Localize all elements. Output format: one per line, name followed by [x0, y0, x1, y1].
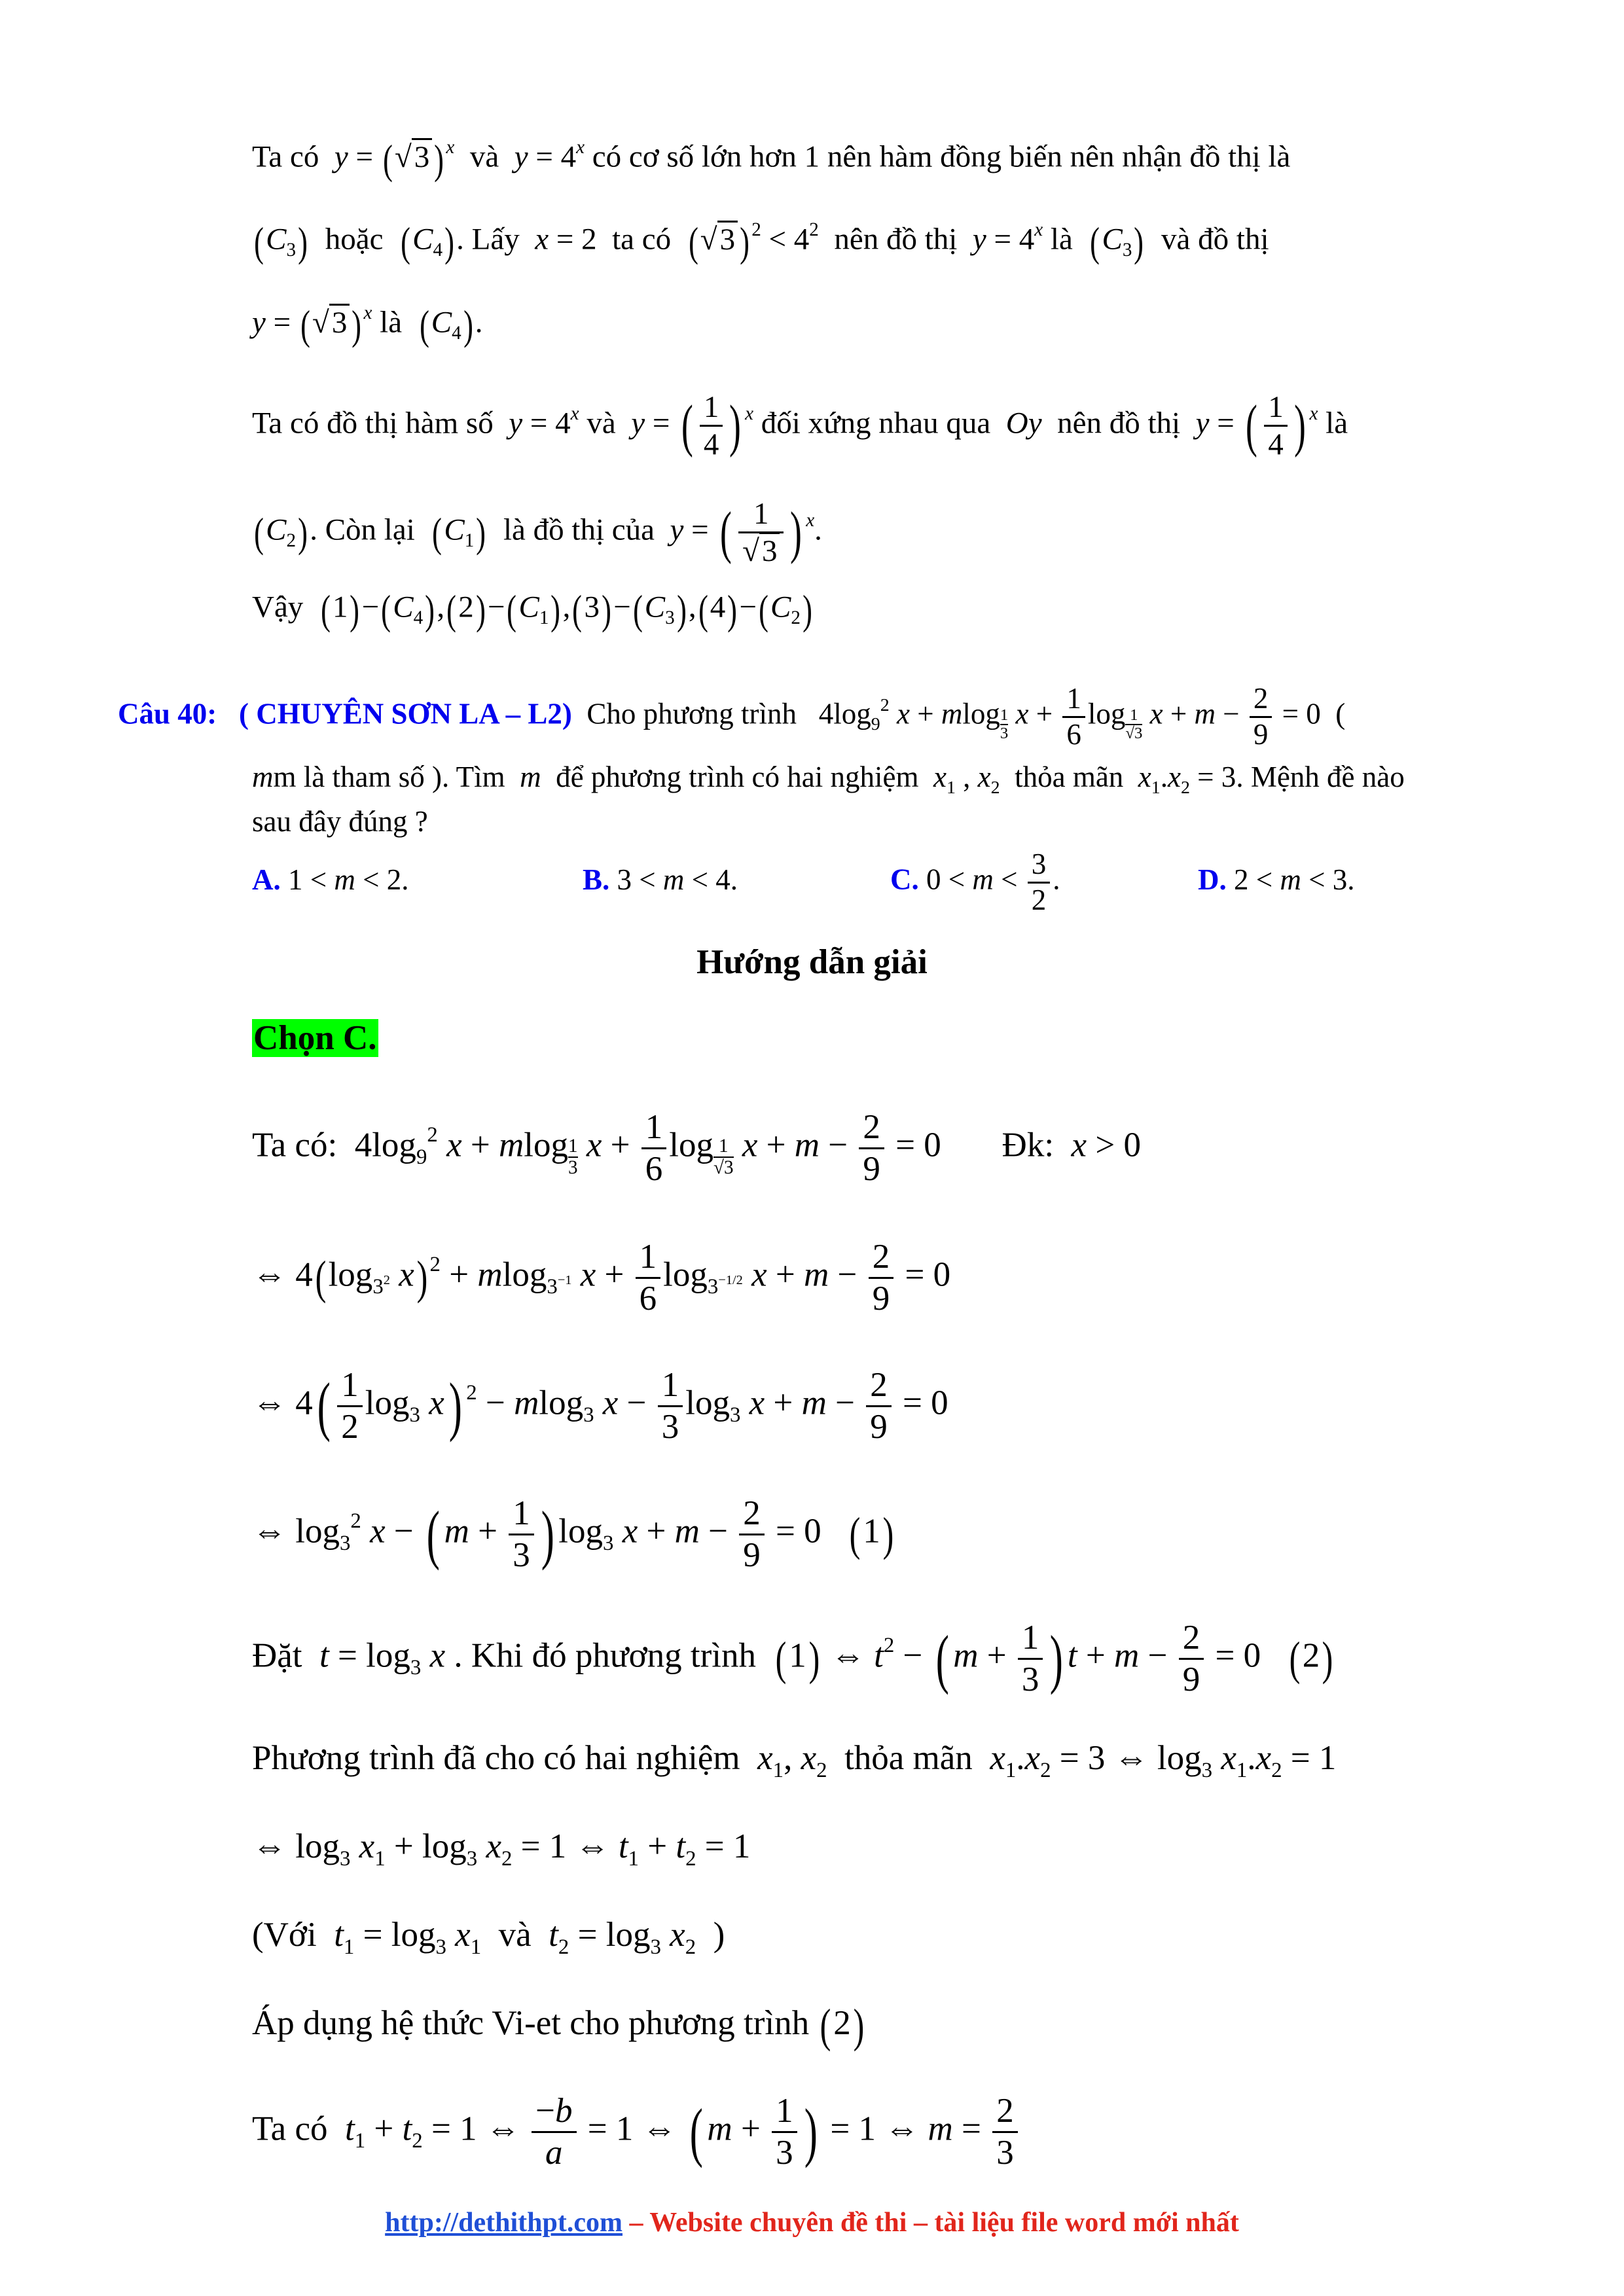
answer-highlight: Chọn C.	[253, 1019, 377, 1057]
question-line2: mm là tham số ). Tìm m để phương trình có hai nghiệm $x_1$ , $x_2$ thỏa mãn $x_1.x_2 = 3$. Mệnh đề nào	[252, 761, 1405, 798]
step7: ⇔ $\log_3 x_1 + \log_3 x_2 = 1$ ⇔ $t_1 + t_2 = 1$	[252, 1827, 751, 1871]
step9: Áp dụng hệ thức Vi-et cho phương trình (2)	[252, 2000, 865, 2052]
question-line3: sau đây đúng ?	[252, 805, 428, 838]
p3-line: Vậy $(1)-(C_4),(2)-(C_1),(3)-(C_3),(4)-(C_2)$	[252, 586, 812, 633]
footer-text: – Website chuyên đề thi – tài liệu file word mới nhất	[623, 2208, 1239, 2238]
question-line1: Câu 40: ( CHUYÊN SƠN LA – L2) Cho phương trình $4\log_9^2$ x + mlog $\frac{1}{3}$ x + $\frac{1}{6}$ log $\frac{1}{√3}$ x + m − $\frac{2}{9}$ = 0 (	[118, 682, 1346, 751]
footer	[0, 2207, 1624, 2238]
option-c[interactable]: C. 0 < m < $\frac{3}{2}$ .	[890, 848, 1060, 916]
p1-line3: y = (√3 ) $^x$ là $(C_4)$.	[252, 302, 483, 348]
step5: Đặt $t = \log_3 x$ . Khi đó phương trình (1) ⇔ $t^2$ − ( m + $\frac{1}{3}$ ) t + m − $\frac{2}{9}$ = 0 (2)	[252, 1619, 1333, 1698]
p1-line2: $(C_3)$ hoặc $(C_4)$. Lấy x = 2 ta có (√3 ) $^2 < 4^2$ nên đồ thị $y = 4^x$ là $(C_3)$ và đồ thị	[254, 219, 1269, 265]
step6: Phương trình đã cho có hai nghiệm $x_1$, $x_2$ thỏa mãn $x_1.x_2 = 3$ ⇔ $\log_3 x_1.x_2 = 1$	[252, 1739, 1337, 1782]
p2-line2: $(C_2)$. Còn lại $(C_1)$ là đồ thị của y = ( $\frac{1}{√3}$ ) $^x$.	[254, 497, 822, 569]
step3: ⇔ 4( $\frac{1}{2}$ $\log_3 x$) $^2$ − mlog$_3$ x − $\frac{1}{3}$ $\log_3 x + m$ − $\frac{2}{9}$ = 0	[252, 1366, 948, 1446]
p2-line1: Ta có đồ thị hàm số $y = 4^x$ và y = ( $\frac{1}{4}$ ) $^x$ đối xứng nhau qua Oy nên đồ thị y = ( $\frac{1}{4}$ ) $^x$ là	[252, 390, 1348, 462]
solution-heading: Hướng dẫn giải	[696, 943, 928, 981]
step1: Ta có: $4\log_9^2$ x + mlog $\frac{1}{3}$ x + $\frac{1}{6}$ log $\frac{1}{√3}$ x + m − $\frac{2}{9}$ = 0 Đk: x > 0	[252, 1108, 1141, 1188]
option-a[interactable]: A. 1 < m < 2.	[252, 863, 409, 896]
p1-line1: Ta có y = (√3 ) $^x$ và $y = 4^x$ có cơ số lớn hơn 1 nên hàm đồng biến nên nhận đồ thị là	[252, 136, 1291, 183]
option-b[interactable]: B. 3 < m < 4.	[583, 863, 738, 896]
step4: ⇔ $\log_3^2 x$ − ( m + $\frac{1}{3}$ ) $\log_3 x + m$ − $\frac{2}{9}$ = 0 (1)	[252, 1494, 894, 1574]
step2: ⇔ $4(\log_{3^2}$ x) $^2$ + mlog$_{3^{-1}}$ x + $\frac{1}{6}$ $\log_{3^{-1/2}} x + m$ − $\frac{2}{9}$ = 0	[252, 1238, 951, 1318]
option-d[interactable]: D. 2 < m < 3.	[1198, 863, 1355, 896]
step10: Ta có $t_1 + t_2 = 1$ ⇔ $\frac{-b}{a}$ = 1 ⇔ ( m + $\frac{1}{3}$ ) = 1 ⇔ m = $\frac{2}{3}$	[252, 2091, 1020, 2173]
step8: (Với $t_1 = \log_3 x_1$ và $t_2 = \log_3 x_2$ )	[252, 1916, 725, 1959]
question-number: Câu 40:	[118, 697, 217, 730]
question-source: ( CHUYÊN SƠN LA – L2)	[239, 697, 572, 730]
footer-link[interactable]: http://dethithpt.com	[385, 2208, 623, 2238]
